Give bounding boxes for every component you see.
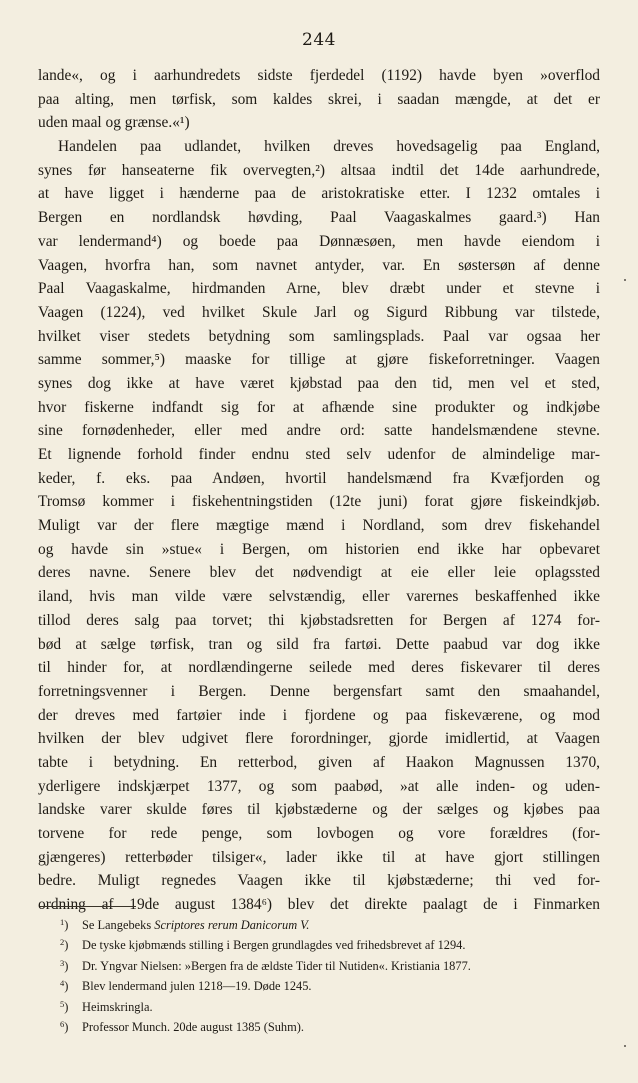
text-line: synes dog ikke at have været kjøbstad paa den tid, men vel et sted, (38, 374, 600, 392)
footnote-mark: $^1$) (60, 917, 69, 932)
footnote (60, 1014, 600, 1034)
text-line: gjængeres) retterbøder tilsiger«, lader ikke til at have gjort stillingen (38, 848, 600, 866)
text-line: tillod deres salg paa torvet; thi kjøbstadsretten for Bergen af 1274 for- (38, 611, 600, 629)
paper-speck (624, 1045, 626, 1047)
footnote-number: 1 (60, 917, 65, 927)
footnote-number: 5 (60, 998, 65, 1009)
text-line: hvilken der blev udgivet flere forordninger, gjorde imidlertid, at Vaagen (38, 730, 600, 748)
footnotes (60, 912, 600, 1034)
footnote-number: 2 (60, 937, 65, 948)
footnote-number: 4 (60, 978, 65, 989)
text-line: bød at sælge tørfisk, tran og sild fra fartøi. Dette paabud var dog ikke (38, 635, 600, 653)
text-line: synes før hanseaterne fik overvegten,²) altsaa indtil det 14de aarhundrede, (38, 161, 600, 179)
footnote (60, 994, 600, 1014)
text-line: hvor fiskerne indfandt sig for at afhænde sine produkter og indkjøbe (38, 398, 600, 416)
footnote-text: Blev lendermand julen 1218—19. Døde 1245. (82, 979, 312, 994)
text-line: deres navne. Senere blev det nødvendigt at eie eller leie oplagssted (38, 564, 600, 582)
footnote-mark: $^3$) (60, 957, 69, 973)
text-line: og havde sin »stue« i Bergen, om historien end ikke har opbevaret (38, 540, 600, 558)
text-line: tabte i betydning. En retterbod, given af Haakon Magnussen 1370, (38, 753, 600, 771)
text-line: lande«, og i aarhundredets sidste fjerdedel (1192) havde byen »overflod (38, 67, 600, 84)
footnote-title: Scriptores rerum Danicorum V. (154, 918, 310, 932)
footnote-number: 3 (60, 957, 65, 968)
footnote (60, 912, 600, 932)
text-line: Paal Vaagaskalme, hirdmanden Arne, blev dræbt under et stevne i (38, 280, 600, 298)
text-line: samme sommer,⁵) maaske for tillige at gjøre fiskeforretninger. Vaagen (38, 351, 600, 369)
paper-speck (624, 279, 626, 281)
text-line: uden maal og grænse.«¹) (38, 114, 190, 132)
text-line: Handelen paa udlandet, hvilken dreves hovedsagelig paa England, (58, 138, 600, 156)
text-line: keder, f. eks. paa Andøen, hvortil handelsmænd fra Kvæfjorden og (38, 469, 600, 487)
text-line: at have ligget i hænderne paa de aristokratiske etter. I 1232 omtales i (38, 185, 600, 203)
footnote-text: De tyske kjøbmænds stilling i Bergen grundlagdes ved frihedsbrevet af 1294. (82, 938, 466, 953)
text-line: Et lignende forhold finder endnu sted selv udenfor de almindelige mar- (38, 446, 600, 463)
page-number: 244 (302, 30, 336, 50)
paragraph (38, 64, 600, 135)
footnote-mark: $^4$) (60, 978, 69, 994)
footnote-text: Heimskringla. (82, 999, 153, 1014)
text-line: Bergen en nordlandsk høvding, Paal Vaagaskalmes gaard.³) Han (38, 209, 600, 227)
footnote (60, 932, 600, 952)
text-line: Vaagen (1224), ved hvilket Skule Jarl og Sigurd Ribbung var tilstede, (38, 303, 600, 321)
text-line: iland, hvis man vilde være selvstændig, eller varernes beskaffenhed ikke (38, 588, 600, 606)
text-line: ordning af 19de august 1384⁶) blev det direkte paalagt de i Finmarken (38, 896, 600, 914)
text-line: forretningsvenner i Bergen. Denne bergensfart samt den smaahandel, (38, 682, 600, 700)
footnote (60, 973, 600, 993)
paragraph (38, 135, 600, 917)
footnote (60, 953, 600, 973)
text-line: var lendermand⁴) og boede paa Dønnæsøen, men havde eiendom i (38, 232, 600, 250)
text-line: sine fornødenheder, eller med andre ord: satte handelsmændene stevne. (38, 422, 600, 440)
text-line: der dreves med fartøier inde i fjordene og paa fiskeværene, og mod (38, 706, 600, 724)
footnote-number: 6 (60, 1018, 65, 1029)
text-line: Tromsø kommer i fiskehentningstiden (12te juni) forat gjøre fiskeindkjøb. (38, 493, 600, 511)
footnote-divider (40, 906, 136, 907)
text-line: landske varer skulde føres til kjøbstæderne og der sælges og kjøbes paa (38, 801, 600, 819)
text-line: Vaagen, hvorfra han, som navnet antyder, var. En søstersøn af denne (38, 256, 600, 274)
footnote-mark: $^6$) (60, 1018, 69, 1034)
text-line: Muligt var der flere mægtige mænd i Nordland, som drev fiskehandel (38, 517, 600, 535)
text-line: torvene for rede penge, som lovbogen og vore forældres (for- (38, 825, 600, 842)
text-line: paa alting, men tørfisk, som kaldes skrei, i saadan mængde, at det er (38, 90, 600, 108)
footnote-text: Se Langebeks (82, 918, 155, 932)
footnote-mark: $^2$) (60, 937, 69, 953)
body-text (38, 64, 600, 917)
footnote-text: Professor Munch. 20de august 1385 (Suhm). (82, 1019, 304, 1034)
text-line: bedre. Muligt regnedes Vaagen ikke til kjøbstæderne; thi ved for- (38, 872, 600, 890)
text-line: yderligere indskjærpet 1377, og som paabød, »at alle inden- og uden- (38, 777, 600, 795)
text-line: til hinder for, at nordlændingerne seilede med deres fiskevarer til deres (38, 659, 600, 677)
footnote-text: Dr. Yngvar Nielsen: »Bergen fra de ældste Tider til Nutiden«. Kristiania 1877. (82, 958, 471, 973)
footnote-mark: $^5$) (60, 998, 69, 1014)
text-line: hvilket viser stedets betydning som samlingsplads. Paal var ogsaa her (38, 327, 600, 345)
